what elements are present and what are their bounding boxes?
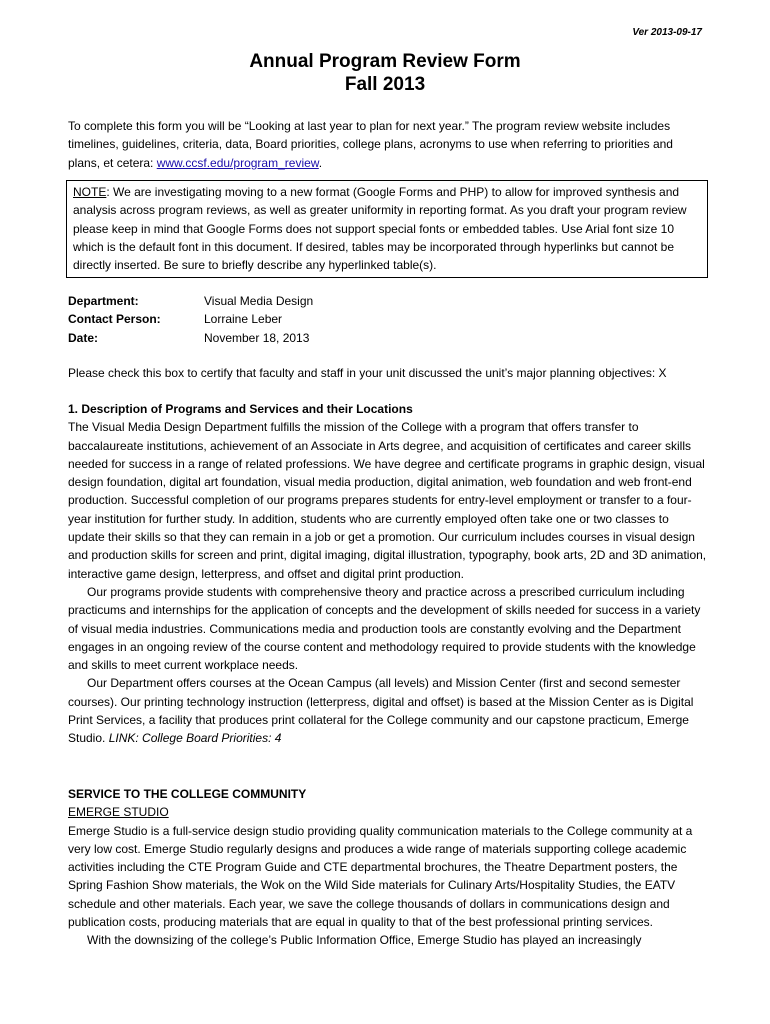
- note-box: [66, 180, 708, 278]
- note-text: : We are investigating moving to a new format (Google Forms and PHP) to allow for improved synthesis and analysis across program reviews, as well as greater uniformity in reporting format. As you draft your program review please keep in mind that Google Forms does not support special fonts or embedded tables. Use Arial font size 10 which is the default font in this document. If desired, tables may be incorporated through hyperlinks but cannot be directly inserted. Be sure to briefly describe any hyperlinked table(s).: [73, 185, 687, 273]
- section1-paragraph-3: [68, 674, 708, 747]
- page-title: Annual Program Review Form: [249, 51, 521, 72]
- title-block: [0, 50, 770, 96]
- college-board-priorities-link: LINK: College Board Priorities: 4: [108, 731, 282, 746]
- contact-person-value: Lorraine Leber: [204, 312, 283, 327]
- section-description: [68, 400, 708, 748]
- info-row-date: [68, 329, 313, 347]
- section1-heading: 1. Description of Programs and Services and their Locations: [68, 402, 413, 416]
- version-label: Ver 2013-09-17: [632, 27, 702, 38]
- note-label: NOTE: [73, 185, 107, 199]
- page-subtitle: Fall 2013: [344, 74, 426, 95]
- program-info: [68, 292, 313, 347]
- intro-paragraph: [68, 117, 708, 172]
- section-service: [68, 785, 708, 950]
- section1-paragraph-2: Our programs provide students with comprehensive theory and practice across a prescribed curriculum including practicums and internships for the application of concepts and the development of skills needed for success in a variety of visual media industries. Communications media and production tools are constantly evolving and the Department engages in an ongoing review of the course content and methodology required to provide students with the knowledge and skills to meet current workplace needs.: [68, 584, 701, 673]
- section2-heading: SERVICE TO THE COLLEGE COMMUNITY: [68, 787, 307, 801]
- section2-subheading: EMERGE STUDIO: [68, 805, 169, 820]
- department-value: Visual Media Design: [204, 294, 314, 308]
- info-row-contact: [68, 310, 313, 328]
- contact-person-label: Contact Person:: [68, 312, 161, 327]
- section1-paragraph-3-text: Our Department offers courses at the Ocean Campus (all levels) and Mission Center (first and second semester courses). Our printing technology instruction (letterpress, digital and offset) is based at the Mission Center as is Digital Print Services, a facility that produces print collateral for the College community and our capstone practicum, Emerge Studio.: [68, 676, 694, 746]
- intro-end: .: [318, 155, 323, 170]
- certify-line: Please check this box to certify that faculty and staff in your unit discussed the unit’s major planning objectives: X: [68, 366, 667, 380]
- date-label: Date:: [68, 330, 99, 345]
- date-value: November 18, 2013: [204, 330, 310, 345]
- section2-paragraph-1: Emerge Studio is a full-service design studio providing quality communication materials to the College community at a very low cost. Emerge Studio regularly designs and produces a wide range of materials supporting college academic activities including the CTE Program Guide and CTE departmental brochures, the Theatre Department posters, the Spring Fashion Show materials, the Wok on the Wild Side materials for Culinary Arts/Hospitality Studies, the EATV schedule and other materials. Each year, we save the college thousands of dollars in communications design and publication costs, producing materials that are equal in quality to that of the best professional printing services.: [68, 823, 693, 930]
- department-label: Department:: [68, 294, 139, 308]
- section1-paragraph-1: The Visual Media Design Department fulfills the mission of the College with a program that offers transfer to baccalaureate institutions, achievement of an Associate in Arts degree, and acquisition of certificates and career skills needed for success in a range of related professions. We have degree and certificate programs in graphic design, visual design foundation, digital art foundation, visual media production, digital animation, web foundation and web front-end production. Successful completion of our programs prepares students for entry-level employment or transfer to a four-year institution for further study. In addition, students who are currently employed often take one or two classes to update their skills so that they can remain in a job or get a promotion. Our curriculum includes courses in visual design and production skills for screen and print, digital imaging, digital illustration, typography, book arts, 2D and 3D animation, interactive game design, letterpress, and offset and digital print production.: [68, 420, 707, 581]
- info-row-department: [68, 292, 313, 310]
- intro-text: To complete this form you will be “Looking at last year to plan for next year.” The program review website includes timelines, guidelines, criteria, data, Board priorities, college plans, acronyms to use when referring to priorities and plans, et cetera:: [68, 119, 673, 170]
- program-review-link[interactable]: www.ccsf.edu/program_review: [156, 155, 319, 170]
- section2-paragraph-2: With the downsizing of the college’s Public Information Office, Emerge Studio has played an increasingly: [87, 933, 642, 948]
